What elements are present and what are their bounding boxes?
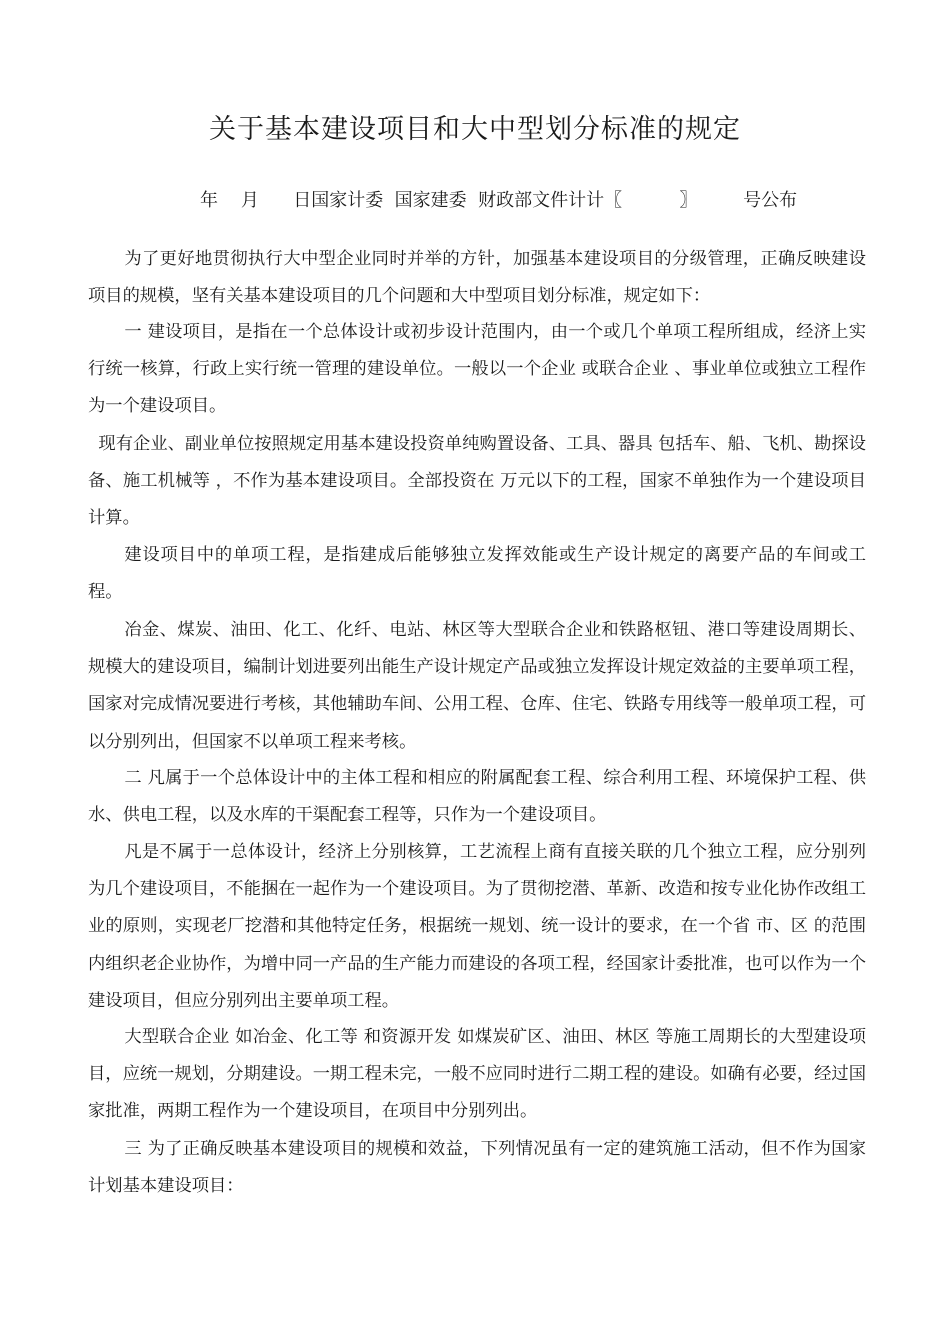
paragraph-section-2: 二 凡属于一个总体设计中的主体工程和相应的附属配套工程、综合利用工程、环境保护工程、供水、供电工程，以及水库的干渠配套工程等，只作为一个建设项目。 bbox=[88, 768, 866, 826]
paragraph-phased-construction: 大型联合企业 如冶金、化工等 和资源开发 如煤炭矿区、油田、林区 等施工周期长的大型建设项目，应统一规划，分期建设。一期工程未完，一般不应同时进行二期工程的建设。如确有必要，经过国家批准，两期工程作为一个建设项目，在项目中分别列出。 bbox=[88, 1027, 866, 1122]
paragraph-separate-projects: 凡是不属于一总体设计，经济上分别核算，工艺流程上商有直接关联的几个独立工程，应分别列为几个建设项目，不能捆在一起作为一个建设项目。为了贯彻挖潜、革新、改造和按专业化协作改组工业的原则，实现老厂挖潜和其他特定任务，根据统一规划、统一设计的要求，在一个省 市、区 的范围内组织老企业协作，为增中同一产品的生产能力而建设的各项工程，经国家计委批准，也可以作为一个建设项目，但应分别列出主要单项工程。 bbox=[88, 842, 866, 1011]
document-title: 关于基本建设项目和大中型划分标准的规定 bbox=[209, 114, 741, 145]
paragraph-large-enterprises: 冶金、煤炭、油田、化工、化纤、电站、林区等大型联合企业和铁路枢钮、港口等建设周期长、规模大的建设项目，编制计划进要列出能生产设计规定产品或独立发挥设计规定效益的主要单项工程，国家对完成情况要进行考核，其他辅助车间、公用工程、仓库、住宅、铁路专用线等一般单项工程，可以分别列出，但国家不以单项工程来考核。 bbox=[88, 620, 866, 752]
paragraph-existing-enterprises: 现有企业、副业单位按照规定用基本建设投资单纯购置设备、工具、器具 包括车、船、飞机、勘探设备、施工机械等 ，不作为基本建设项目。全部投资在 万元以下的工程，国家不单独作为一个建设项目计算。 bbox=[88, 434, 866, 529]
paragraph-section-3: 三 为了正确反映基本建设项目的规模和效益，下列情况虽有一定的建筑施工活动，但不作为国家计划基本建设项目： bbox=[88, 1139, 866, 1197]
paragraph-single-project: 建设项目中的单项工程，是指建成后能够独立发挥效能或生产设计规定的离要产品的车间或工程。 bbox=[88, 545, 866, 603]
paragraph-section-1: 一 建设项目，是指在一个总体设计或初步设计范围内，由一个或几个单项工程所组成，经济上实行统一核算，行政上实行统一管理的建设单位。一般以一个企业 或联合企业 、事业单位或独立工程作为一个建设项目。 bbox=[88, 322, 866, 417]
paragraph-intro: 为了更好地贯彻执行大中型企业同时并举的方针，加强基本建设项目的分级管理，正确反映建设项目的规模，坚有关基本建设项目的几个问题和大中型项目划分标准，规定如下： bbox=[88, 249, 866, 307]
document-subtitle: 年 月 日国家计委 国家建委 财政部文件计计〖 〗 号公布 bbox=[200, 190, 798, 211]
